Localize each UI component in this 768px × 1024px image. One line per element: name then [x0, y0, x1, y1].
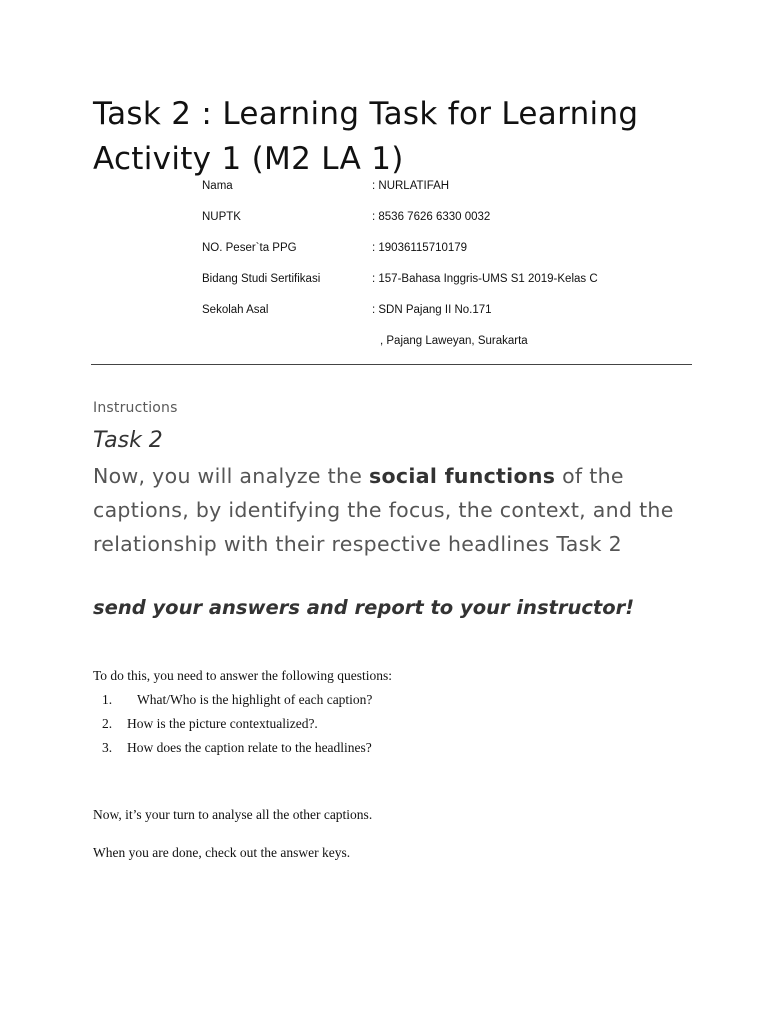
list-item-number: 2.	[102, 716, 113, 731]
done-text: When you are done, check out the answer keys.	[93, 845, 351, 860]
question-list	[93, 692, 593, 764]
send-instruction: send your answers and report to your instructor!	[93, 596, 635, 619]
list-item	[93, 740, 593, 764]
info-row-no-peserta	[202, 240, 722, 271]
task-emphasis: social functions	[369, 464, 556, 488]
instructions-heading: Instructions	[93, 400, 178, 416]
list-item-text: How is the picture contextualized?.	[127, 716, 318, 731]
list-item	[93, 716, 593, 740]
info-row-address-continuation	[202, 333, 722, 364]
info-value: : 19036115710179	[372, 242, 468, 254]
info-label: NUPTK	[202, 211, 241, 223]
list-item	[93, 692, 593, 716]
horizontal-divider	[91, 364, 692, 365]
page-title: Task 2 : Learning Task for Learning Activity 1 (M2 LA 1)	[93, 96, 639, 177]
task-description	[93, 459, 693, 561]
list-item-number: 1.	[102, 692, 113, 707]
list-item-number: 3.	[102, 740, 113, 755]
info-value: : 157-Bahasa Inggris-UMS S1 2019-Kelas C	[372, 273, 598, 285]
address-continuation: , Pajang Laweyan, Surakarta	[380, 335, 528, 347]
info-label: Nama	[202, 180, 233, 192]
todo-intro: To do this, you need to answer the following questions:	[93, 668, 393, 683]
info-value: : SDN Pajang II No.171	[372, 304, 492, 316]
info-row-nuptk	[202, 209, 722, 240]
info-label: Sekolah Asal	[202, 304, 269, 316]
turn-text: Now, it’s your turn to analyse all the other captions.	[93, 807, 373, 822]
info-label: NO. Peser`ta PPG	[202, 242, 297, 254]
info-row-bidang-studi	[202, 271, 722, 302]
task-heading: Task 2	[93, 428, 163, 453]
list-item-text: How does the caption relate to the headlines?	[127, 740, 372, 755]
task-text-before: Now, you will analyze the	[93, 464, 370, 488]
info-row-sekolah-asal	[202, 302, 722, 333]
participant-info	[202, 178, 722, 364]
task-text-after: of the captions, by identifying the focus, the context, and the relationship with their respective headlines Task 2	[93, 464, 674, 556]
info-value: : NURLATIFAH	[372, 180, 450, 192]
info-label: Bidang Studi Sertifikasi	[202, 273, 321, 285]
info-row-nama	[202, 178, 722, 209]
list-item-text: What/Who is the highlight of each caption?	[137, 692, 373, 707]
info-value: : 8536 7626 6330 0032	[372, 211, 491, 223]
